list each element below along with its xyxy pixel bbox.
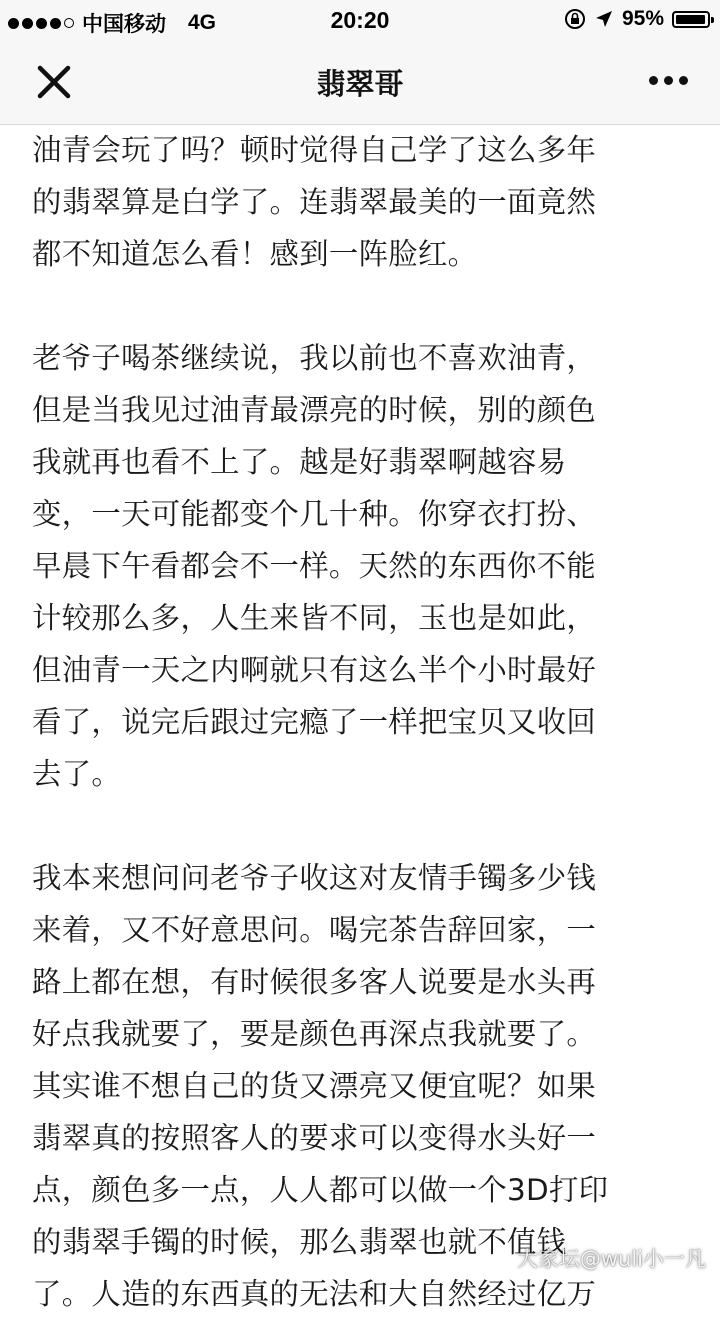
more-icon [649, 76, 658, 85]
orientation-lock-icon [564, 8, 586, 30]
article-line: 看了，说完后跟过完瘾了一样把宝贝又收回 [32, 705, 597, 739]
article-line: 翡翠真的按照客人的要求可以变得水头好一 [32, 1121, 597, 1155]
article-line: 来着，又不好意思问。喝完茶告辞回家，一 [32, 913, 597, 947]
watermark: 大家坛@wuli小一凡 [516, 1247, 706, 1271]
article-line: 计较那么多，人生来皆不同，玉也是如此， [32, 601, 597, 635]
article-line: 其实谁不想自己的货又漂亮又便宜呢？如果 [32, 1069, 597, 1103]
article-paragraph [32, 332, 692, 800]
article-line: 变，一天可能都变个几十种。你穿衣打扮、 [32, 497, 597, 531]
page-title: 翡翠哥 [316, 67, 404, 101]
more-button[interactable] [649, 76, 688, 85]
location-arrow-icon [594, 9, 614, 29]
carrier-name: 中国移动 [82, 13, 166, 36]
article-line: 早晨下午看都会不一样。天然的东西你不能 [32, 549, 597, 583]
article-line: 的翡翠手镯的时候，那么翡翠也就不值钱 [32, 1225, 567, 1259]
article-line: 好点我就要了，要是颜色再深点我就要了。 [32, 1017, 597, 1051]
article-line: 但油青一天之内啊就只有这么半个小时最好 [32, 653, 597, 687]
article-line: 油青会玩了吗？顿时觉得自己学了这么多年 [32, 133, 597, 167]
status-bar [0, 0, 720, 40]
article-body [32, 124, 692, 1320]
nav-bar [0, 40, 720, 125]
network-type: 4G [188, 11, 217, 34]
article-line: 点，颜色多一点，人人都可以做一个3D打印 [32, 1173, 609, 1207]
battery-percent: 95% [621, 7, 664, 30]
article-line: 的翡翠算是白学了。连翡翠最美的一面竟然 [32, 185, 597, 219]
article-line: 路上都在想，有时候很多客人说要是水头再 [32, 965, 597, 999]
article-line: 老爷子喝茶继续说，我以前也不喜欢油青， [32, 341, 597, 375]
status-time: 20:20 [330, 7, 390, 33]
article-line: 但是当我见过油青最漂亮的时候，别的颜色 [32, 393, 597, 427]
article-line: 我就再也看不上了。越是好翡翠啊越容易 [32, 445, 567, 479]
article-line: 我本来想问问老爷子收这对友情手镯多少钱 [32, 861, 597, 895]
paragraph-spacer [32, 800, 692, 852]
article-line: 都不知道怎么看！感到一阵脸红。 [32, 237, 478, 271]
paragraph-spacer [32, 280, 692, 332]
battery-icon [672, 11, 710, 28]
status-right [564, 7, 710, 31]
article-line: 去了。 [32, 757, 122, 791]
article-line: 了。人造的东西真的无法和大自然经过亿万 [32, 1277, 597, 1311]
article-paragraph [32, 124, 692, 280]
